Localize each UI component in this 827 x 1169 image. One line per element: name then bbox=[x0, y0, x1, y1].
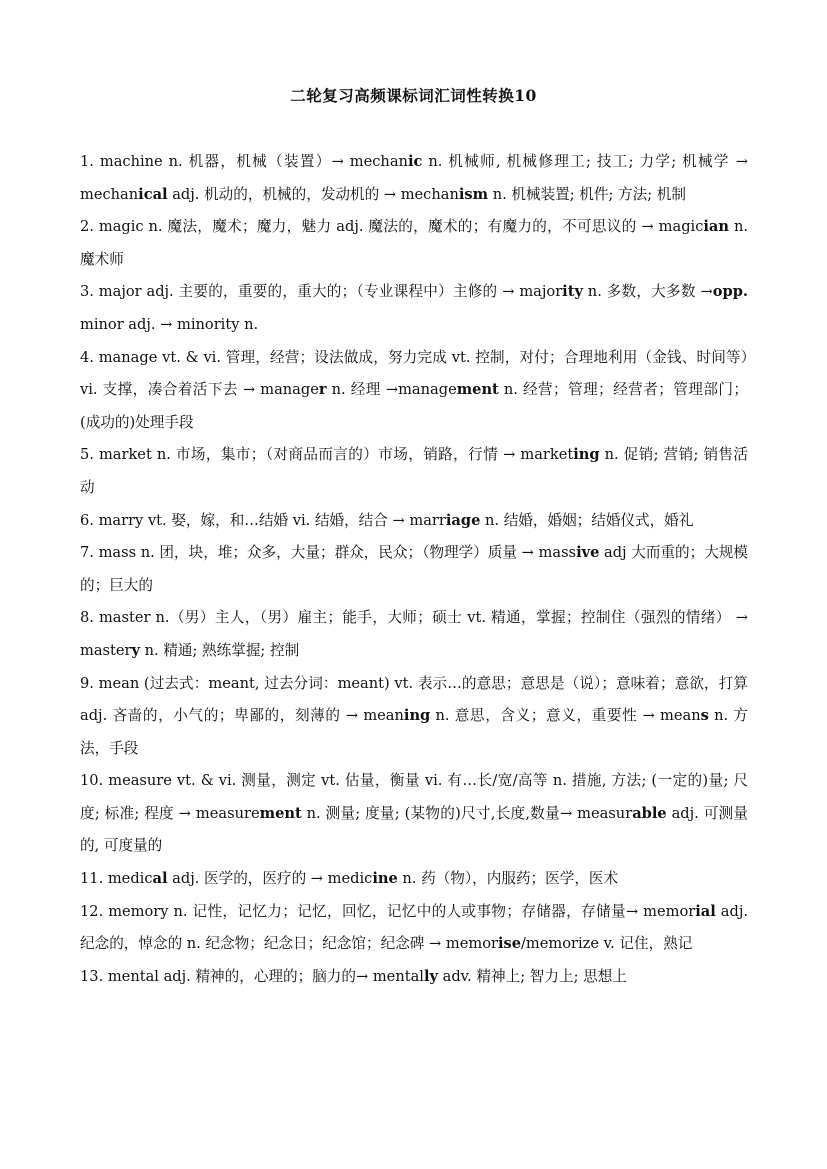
entry-text: 9. mean (过去式：meant, 过去分词：meant) vt. 表示…的意思；意思是（说）；意味着；意欲，打算 adj. 吝啬的，小气的；卑鄙的，刻薄的 → mean bbox=[80, 674, 748, 725]
vocab-entry-10 bbox=[80, 765, 748, 863]
entry-text: n. 促销; 营销; 销售活动 bbox=[80, 446, 748, 496]
entry-text: n. 测量; 度量; (某物的)尺寸,长度,数量→ measur bbox=[301, 804, 633, 822]
suffix-highlight: ise bbox=[497, 935, 522, 953]
suffix-highlight: s bbox=[700, 707, 709, 725]
suffix-highlight: ing bbox=[573, 446, 600, 464]
entry-text: adj. 机动的，机械的，发动机的 → mechan bbox=[167, 185, 459, 203]
entry-text: n. 精通; 熟练掌握; 控制 bbox=[140, 641, 300, 659]
entry-text: n. 意思，含义；意义，重要性 → mean bbox=[430, 707, 701, 725]
entry-text: n. 机械师, 机械修理工; 技工; 力学; 机械学 → mechan bbox=[80, 153, 748, 203]
suffix-highlight: ical bbox=[138, 185, 168, 203]
entry-text: 5. market n. 市场，集市；（对商品而言的）市场，销路，行情 → market bbox=[80, 446, 574, 464]
document-title: 二轮复习高频课标词汇词性转换10 bbox=[290, 86, 537, 105]
vocab-entry-3 bbox=[80, 276, 748, 341]
suffix-highlight: ity bbox=[562, 283, 583, 301]
vocab-entry-9 bbox=[80, 668, 748, 766]
vocab-entry-6 bbox=[80, 505, 748, 538]
suffix-highlight: able bbox=[632, 804, 667, 822]
entry-text: 8. master n.（男）主人，（男）雇主；能手，大师；硕士 vt. 精通，掌握；控制住（强烈的情绪） → master bbox=[80, 609, 748, 659]
vocab-entry-4 bbox=[80, 342, 748, 440]
suffix-highlight: al bbox=[152, 870, 168, 888]
vocabulary-list bbox=[80, 146, 748, 993]
vocab-entry-1 bbox=[80, 146, 748, 211]
suffix-highlight: ic bbox=[407, 153, 423, 170]
suffix-highlight: r bbox=[318, 381, 327, 399]
entry-text: 10. measure vt. & vi. 测量，测定 vt. 估量，衡量 vi. 有…长/宽/高等 n. 措施, 方法; (一定的)量; 尺度; 标准; 程度 → measure bbox=[80, 772, 748, 822]
entry-text: 4. manage vt. & vi. 管理，经营；设法做成，努力完成 vt. 控制，对付；合理地利用（金钱、时间等）vi. 支撑，凑合着活下去 → manage bbox=[80, 348, 748, 399]
vocab-entry-5 bbox=[80, 439, 748, 504]
entry-text: n. 经营；管理；经营者；管理部门； (成功的)处理手段 bbox=[80, 381, 748, 431]
vocab-entry-11 bbox=[80, 863, 748, 896]
entry-text: adj 大而重的；大规模的；巨大的 bbox=[80, 544, 748, 594]
entry-text: adv. 精神上; 智力上; 思想上 bbox=[437, 967, 627, 985]
entry-text: adj. 纪念的，悼念的 n. 纪念物；纪念日；纪念馆；纪念碑 → memor bbox=[80, 902, 748, 953]
entry-text: adj. 可测量的, 可度量的 bbox=[80, 804, 748, 855]
entry-text: n. 药（物），内服药；医学，医术 bbox=[397, 870, 619, 888]
suffix-highlight: y bbox=[131, 641, 140, 659]
entry-text: 3. major adj. 主要的，重要的，重大的；（专业课程中）主修的 → major bbox=[80, 283, 563, 301]
entry-text: 11. medic bbox=[80, 870, 153, 888]
suffix-highlight: ment bbox=[259, 804, 302, 822]
vocab-entry-13 bbox=[80, 961, 748, 994]
entry-text: 7. mass n. 团，块，堆；众多，大量；群众，民众；（物理学）质量 → mass bbox=[80, 544, 577, 562]
suffix-highlight: iage bbox=[445, 511, 481, 529]
entry-text: 13. mental adj. 精神的，心理的；脑力的→ mental bbox=[80, 967, 424, 985]
suffix-highlight: ing bbox=[403, 707, 431, 725]
suffix-highlight: ive bbox=[576, 544, 600, 562]
suffix-highlight: ial bbox=[695, 902, 716, 920]
vocab-entry-7 bbox=[80, 537, 748, 602]
entry-text: minor adj. → minority n. bbox=[80, 315, 259, 333]
vocab-entry-12 bbox=[80, 896, 748, 961]
entry-text: 2. magic n. 魔法，魔术；魔力，魅力 adj. 魔法的，魔术的；有魔力的，不可思议的 → magic bbox=[80, 218, 704, 236]
entry-text: n. 经理 →manage bbox=[326, 381, 457, 399]
suffix-highlight: ment bbox=[456, 381, 499, 399]
entry-text: 12. memory n. 记性，记忆力；记忆，回忆，记忆中的人或事物；存储器，存储量→ memor bbox=[80, 902, 696, 920]
entry-text: /memorize v. 记住，熟记 bbox=[521, 935, 693, 953]
suffix-highlight: ly bbox=[423, 967, 438, 985]
vocab-entry-2 bbox=[80, 211, 748, 276]
vocab-entry-8 bbox=[80, 602, 748, 667]
suffix-highlight: opp. bbox=[712, 283, 748, 301]
suffix-highlight: ine bbox=[372, 870, 398, 888]
suffix-highlight: ism bbox=[458, 185, 489, 203]
entry-text: n. 魔术师 bbox=[80, 218, 748, 268]
suffix-highlight: ian bbox=[703, 218, 729, 236]
entry-text: n. 方法，手段 bbox=[80, 707, 748, 757]
entry-text: 6. marry vt. 娶，嫁，和…结婚 vi. 结婚，结合 → marr bbox=[80, 511, 446, 529]
entry-text: 1. machine n. 机器，机械（装置）→ mechan bbox=[80, 153, 408, 170]
entry-text: n. 多数，大多数 → bbox=[582, 283, 713, 301]
entry-text: n. 结婚，婚姻；结婚仪式，婚礼 bbox=[480, 511, 694, 529]
entry-text: adj. 医学的，医疗的 → medic bbox=[167, 870, 373, 888]
entry-text: n. 机械装置; 机件; 方法; 机制 bbox=[488, 185, 686, 203]
